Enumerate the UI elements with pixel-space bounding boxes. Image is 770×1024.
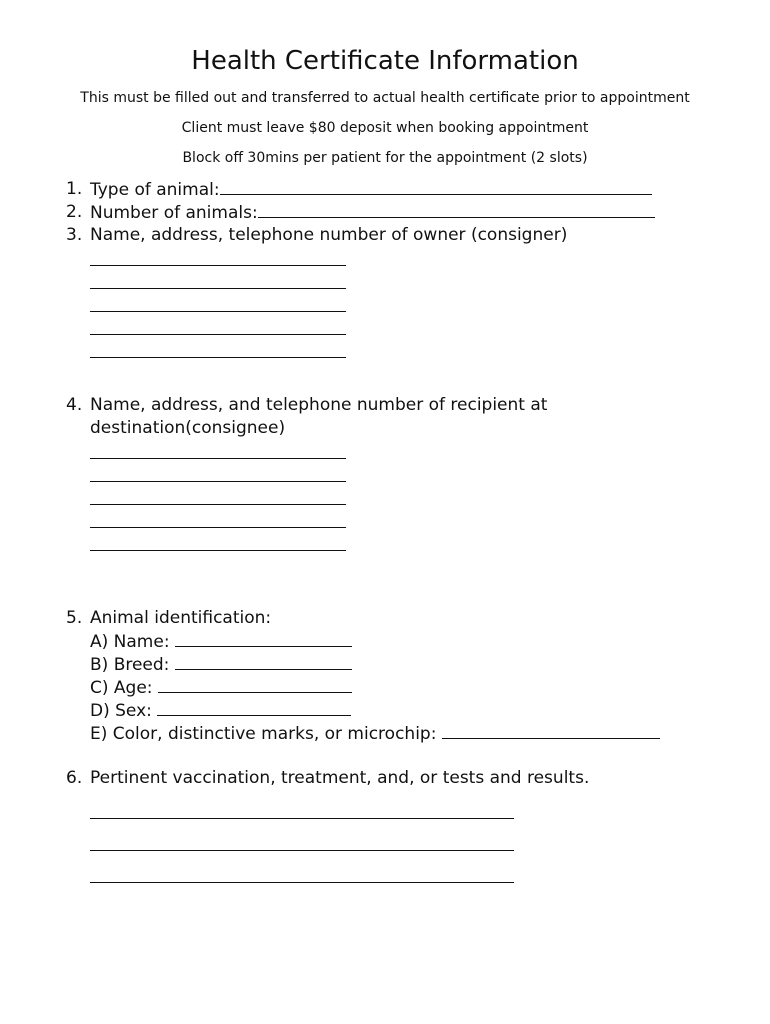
question-recipient-info bbox=[66, 394, 746, 417]
recipient-line-5[interactable] bbox=[90, 534, 346, 551]
recipient-info-lines bbox=[66, 440, 746, 557]
owner-line-1[interactable] bbox=[90, 249, 346, 266]
type-of-animal-field[interactable] bbox=[220, 178, 652, 195]
animal-marks-row bbox=[66, 722, 746, 745]
animal-name-label: A) Name: bbox=[90, 632, 170, 652]
owner-line-4[interactable] bbox=[90, 318, 346, 335]
question-vaccination-results bbox=[66, 767, 746, 790]
animal-breed-field[interactable] bbox=[175, 653, 352, 670]
instruction-deposit: Client must leave $80 deposit when booking appointment bbox=[181, 120, 589, 136]
animal-name-field[interactable] bbox=[175, 630, 352, 647]
vaccination-line-3[interactable] bbox=[90, 866, 514, 883]
question-list bbox=[66, 178, 746, 898]
question-number: 6. bbox=[66, 768, 83, 788]
question-label: Pertinent vaccination, treatment, and, or tests and results. bbox=[90, 768, 590, 788]
owner-info-lines bbox=[66, 247, 746, 364]
animal-age-row bbox=[66, 676, 746, 699]
animal-breed-row bbox=[66, 653, 746, 676]
animal-age-label: C) Age: bbox=[90, 678, 153, 698]
animal-marks-field[interactable] bbox=[442, 722, 660, 739]
question-label: Type of animal: bbox=[90, 180, 220, 200]
page-title: Health Certificate Information bbox=[191, 46, 579, 76]
question-recipient-info-cont bbox=[66, 417, 746, 440]
vaccination-line-1[interactable] bbox=[90, 802, 514, 819]
recipient-line-4[interactable] bbox=[90, 511, 346, 528]
question-number: 1. bbox=[66, 179, 83, 199]
question-type-of-animal bbox=[66, 178, 746, 201]
question-label: Animal identification: bbox=[90, 608, 272, 628]
animal-sex-row bbox=[66, 699, 746, 722]
animal-sex-field[interactable] bbox=[157, 699, 351, 716]
animal-sex-label: D) Sex: bbox=[90, 701, 152, 721]
animal-marks-label: E) Color, distinctive marks, or microchip: bbox=[90, 724, 437, 744]
recipient-line-3[interactable] bbox=[90, 488, 346, 505]
question-label: Name, address, and telephone number of recipient at bbox=[90, 395, 548, 415]
number-of-animals-field[interactable] bbox=[258, 201, 655, 218]
vaccination-lines bbox=[66, 790, 746, 898]
animal-breed-label: B) Breed: bbox=[90, 655, 170, 675]
owner-line-3[interactable] bbox=[90, 295, 346, 312]
question-number: 5. bbox=[66, 608, 83, 628]
question-label: Number of animals: bbox=[90, 203, 258, 223]
question-label: Name, address, telephone number of owner (consigner) bbox=[90, 225, 568, 245]
recipient-line-1[interactable] bbox=[90, 442, 346, 459]
question-animal-identification bbox=[66, 607, 746, 630]
question-label: destination(consignee) bbox=[90, 418, 286, 438]
animal-age-field[interactable] bbox=[158, 676, 352, 693]
question-number: 2. bbox=[66, 202, 83, 222]
animal-name-row bbox=[66, 630, 746, 653]
instruction-block-off: Block off 30mins per patient for the appointment (2 slots) bbox=[182, 150, 588, 166]
recipient-line-2[interactable] bbox=[90, 465, 346, 482]
question-number-of-animals bbox=[66, 201, 746, 224]
owner-line-2[interactable] bbox=[90, 272, 346, 289]
vaccination-line-2[interactable] bbox=[90, 834, 514, 851]
owner-line-5[interactable] bbox=[90, 341, 346, 358]
question-number: 3. bbox=[66, 225, 83, 245]
instruction-transfer: This must be filled out and transferred to actual health certificate prior to appointment bbox=[80, 90, 690, 106]
question-number: 4. bbox=[66, 395, 83, 415]
question-owner-info bbox=[66, 224, 746, 247]
